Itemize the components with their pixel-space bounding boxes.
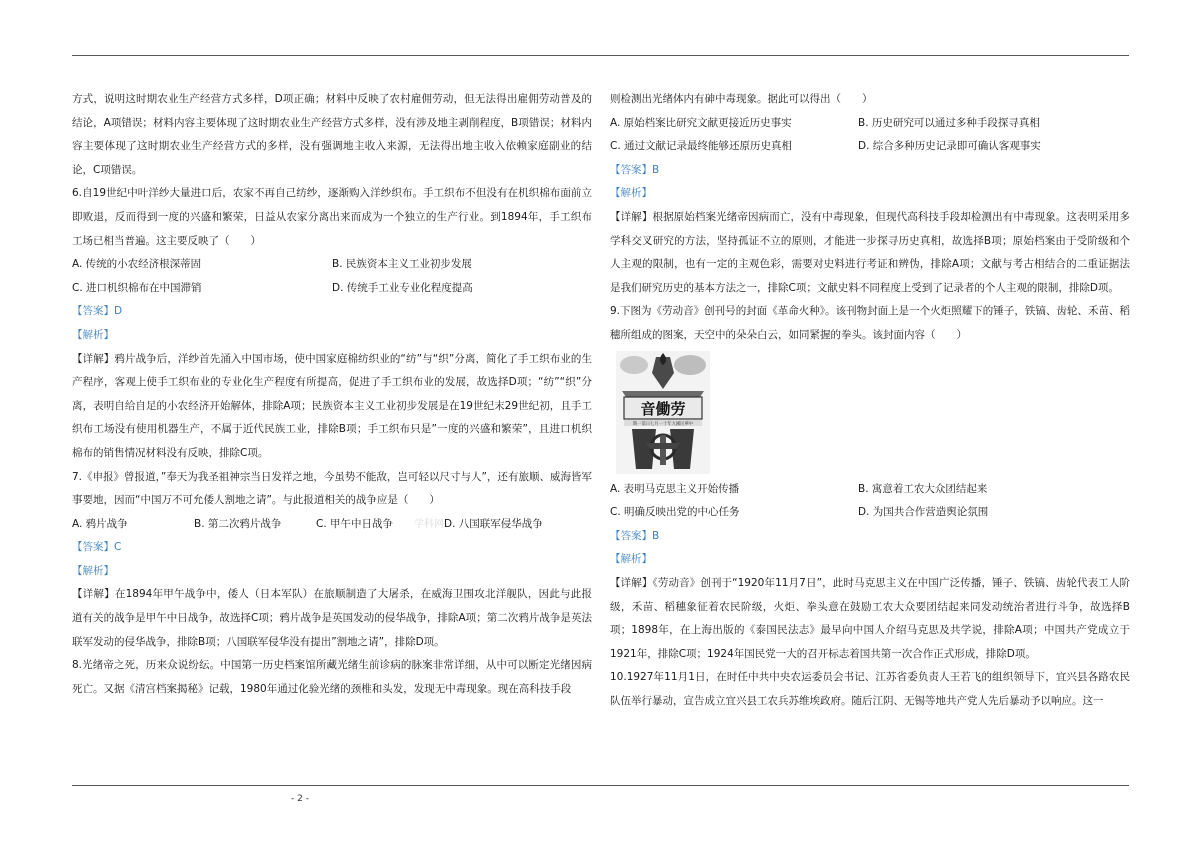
q5-detail: 方式，说明这时期农业生产经营方式多样，D项正确；材料中反映了农村雇佣劳动，但无法得出雇佣劳动普及的结论，A项错误；材料内容主要体现了这时期农业生产经营方式多样，没有涉及地主剥削程度，B项错误；材料内容主要体现了这时期农业生产经营方式的多样，没有强调地主收入来源，无法得出地主收入依赖家庭副业的结论，C项错误。 <box>72 93 592 176</box>
laodongyin-cover-image <box>616 351 710 474</box>
q6-option-a: A. 传统的小农经济根深蒂固 <box>72 258 202 271</box>
q7-option-a: A. 鸦片战争 <box>72 517 128 530</box>
q7-option-b: B. 第二次鸦片战争 <box>194 517 282 530</box>
q9-option-a: A. 表明马克思主义开始传播 <box>610 482 740 495</box>
q7-detail: 【详解】在1894年甲午战争中，倭人（日本军队）在旅顺制造了大屠杀，在威海卫围攻北洋舰队，因此与此报道有关的战争是甲午中日战争，故选择C项；鸦片战争是英国发动的侵华战争，排除A项；第二次鸦片战争是英法联军发动的侵华战争，排除B项；八国联军侵华没有提出”割地之请”，排除D项。 <box>72 588 592 648</box>
q8-stem: 8.光绪帝之死，历来众说纷纭。中国第一历史档案馆所藏光绪生前诊病的脉案非常详细，从中可以断定光绪因病死亡。又据《清宫档案揭秘》记载，1980年通过化验光绪的颈椎和头发，发现无中毒现象。现在高科技手段 <box>72 659 592 695</box>
q8-detail: 【详解】根据原始档案光绪帝因病而亡，没有中毒现象，但现代高科技手段却检测出有中毒现象。这表明采用多学科交叉研究的方法，坚持孤证不立的原则，才能进一步探寻历史真相，故选择B项；原始档案由于受阶级和个人主观的限制，也有一定的主观色彩，需要对史料进行考证和辨伪，排除A项；文献与考古相结合的二重证据法是我们研究历史的基本方法之一，排除C项；文献史料不同程度上受到了记录者的个人主观的限制，排除D项。 <box>610 210 1130 294</box>
q6-option-b: B. 民族资本主义工业初步发展 <box>332 258 472 271</box>
q9-detail: 【详解】《劳动音》创刊于“1920年11月7日”，此时马克思主义在中国广泛传播，锤子、铁镐、齿轮代表工人阶级，禾苗、稻穗象征着农民阶级，火炬、拳头意在鼓励工农大众要团结起来同发动统治者进行斗争，故选择B项；1898年，在上海出版的《泰国民法志》最早向中国人介绍马克思及共学说，排除A项；中国共产党成立于1921年，排除C项；1924年国民党一大的召开标志着国共第一次合作正式形成，排除D项。 <box>610 576 1130 660</box>
q8-options-row1 <box>610 112 1130 136</box>
q8-analysis: 【解析】 <box>610 187 652 200</box>
q7-answer: 【答案】C <box>72 541 122 554</box>
q6-detail: 【详解】鸦片战争后，洋纱首先涌入中国市场，使中国家庭棉纺织业的“纺”与“织”分离，简化了手工织布业的生产程序，客观上使手工织布业的专业化生产程度有所提高，促进了手工织布业的发展，故选择D项；“纺”“织”分离，表明自给自足的小农经济开始解体，排除A项；民族资本主义工业初步发展是在19世纪末29世纪初，且手工织布工场没有使用机器生产，不属于近代民族工业，排除B项；手工织布只是”一度的兴盛和繁荣”，且进口机织棉布的销售情况材料没有反映，排除C项。 <box>72 352 592 459</box>
q8-stem-continued: 则检测出光绪体内有砷中毒现象。据此可以得出（ ） <box>610 93 873 105</box>
q7-analysis: 【解析】 <box>72 564 114 577</box>
q9-options-row2 <box>610 501 1130 525</box>
q6-option-c: C. 进口机织棉布在中国滞销 <box>72 281 202 294</box>
q7-stem: 7.《申报》曾报道，”奉天为我圣祖神宗当日发祥之地，今虽势不能敌，岂可轻以尺寸与人”，还有旅顺、威海皆军事要地，因而“中国万不可允倭人割地之请”。与此报道相关的战争应是（ ） <box>72 470 592 507</box>
right-column <box>610 88 1130 713</box>
q6-options-row2 <box>72 277 592 301</box>
q7-options <box>72 513 592 537</box>
q8-option-c: C. 通过文献记录最终能够还原历史真相 <box>610 140 793 153</box>
q9-options-row1 <box>610 478 1130 502</box>
top-rule <box>72 55 1129 56</box>
left-column <box>72 88 592 701</box>
cover-title: 音働劳 <box>640 399 686 418</box>
bottom-rule <box>72 785 1129 786</box>
watermark: 学科网 <box>414 518 444 530</box>
q7-option-c: C. 甲午中日战争 <box>316 517 394 530</box>
q8-answer: 【答案】B <box>610 163 660 176</box>
q6-option-d: D. 传统手工业专业化程度提高 <box>332 281 473 294</box>
q9-option-d: D. 为国共合作营造舆论氛围 <box>858 506 989 519</box>
q9-stem: 9.下图为《劳动音》创刊号的封面《革命火种》。该刊物封面上是一个火炬照耀下的锤子，铁镐、齿轮、禾苗、稻穗所组成的图案，天空中的朵朵白云，如同紧握的拳头。该封面内容（ ） <box>610 305 1130 341</box>
page-number: - 2 - <box>291 794 309 804</box>
q6-analysis: 【解析】 <box>72 328 114 341</box>
q9-option-c: C. 明确反映出党的中心任务 <box>610 506 740 519</box>
q9-analysis: 【解析】 <box>610 553 652 566</box>
cover-illustration <box>616 351 710 474</box>
q8-option-a: A. 原始档案比研究文献更接近历史事实 <box>610 116 792 129</box>
q8-option-d: D. 综合多种历史记录即可确认客观事实 <box>858 140 1041 153</box>
q7-option-d: D. 八国联军侵华战争 <box>444 517 543 530</box>
q6-stem: 6.自19世纪中叶洋纱大量进口后，农家不再自己纺纱，逐渐购入洋纱织布。手工织布不但没有在机织棉布面前立即败退，反而得到一度的兴盛和繁荣，日益从农家分离出来而成为一个独立的生产行业。到1894年，手工织布工场已相当普遍。这主要反映了（ ） <box>72 187 592 247</box>
q6-options-row1 <box>72 253 592 277</box>
q8-option-b: B. 历史研究可以通过多种手段探寻真相 <box>858 116 1040 129</box>
q9-option-b: B. 寓意着工农大众团结起来 <box>858 482 988 495</box>
q6-answer: 【答案】D <box>72 305 123 318</box>
q9-answer: 【答案】B <box>610 529 660 542</box>
q10-stem: 10.1927年11月1日，在时任中共中央农运委员会书记、江苏省委负责人王若飞的组织领导下，宜兴县各路农民队伍举行暴动，宣告成立宜兴县工农兵苏维埃政府。随后江阴、无锡等地共产党人先后暴动予以响应。这一 <box>610 671 1130 707</box>
q8-options-row2 <box>610 135 1130 159</box>
cover-subtitle: 期一第日七月一十年九國民華中 <box>632 421 694 427</box>
